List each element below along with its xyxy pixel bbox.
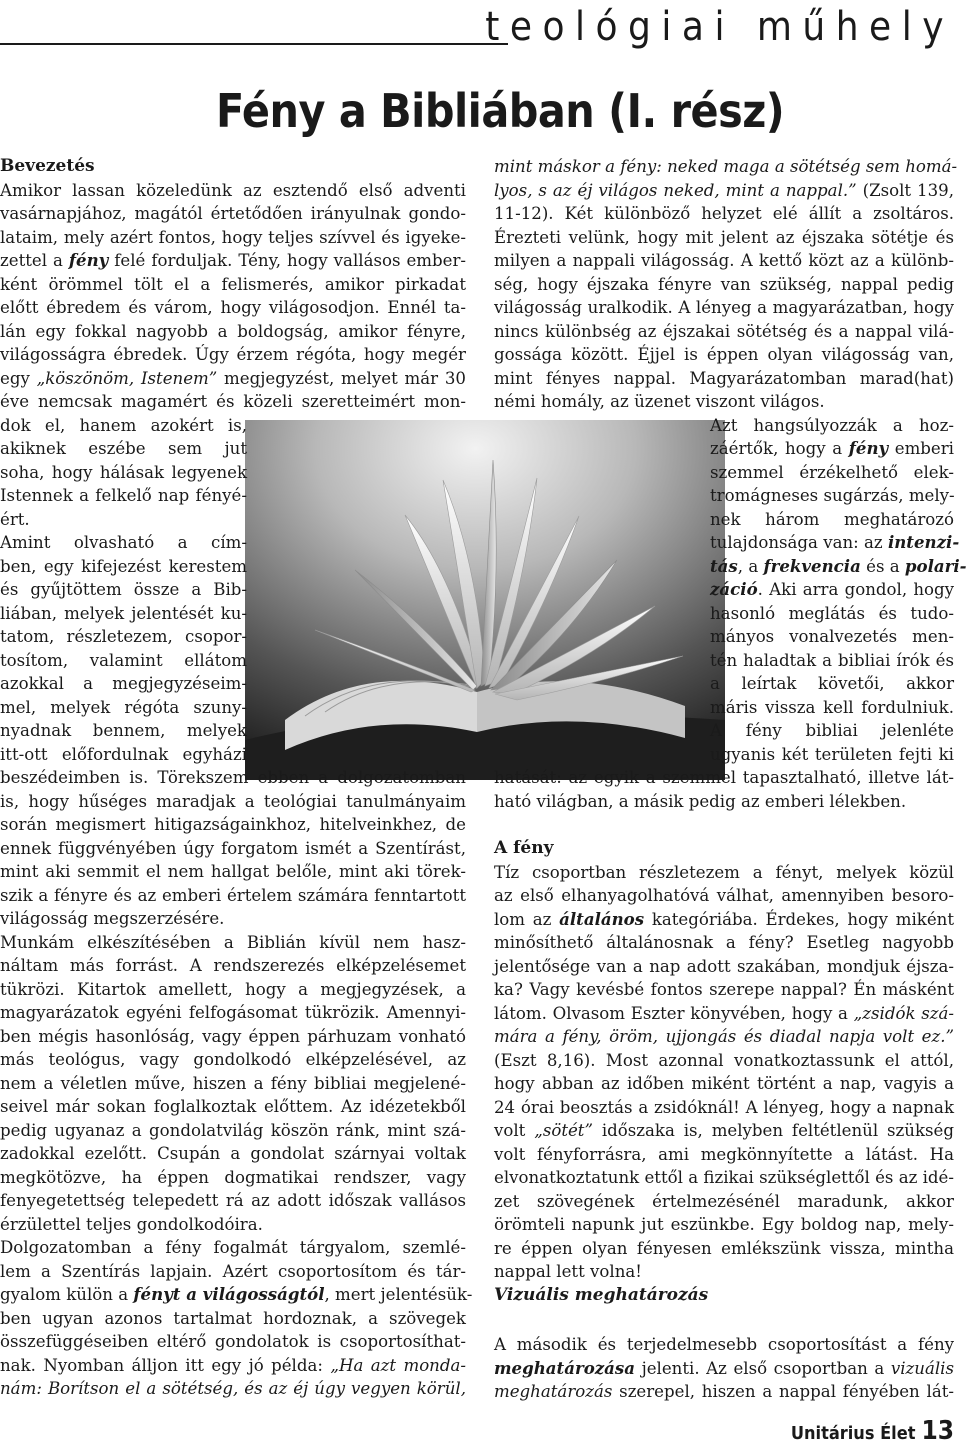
text-line: mányos vonalvezetés men-: [710, 627, 954, 646]
text-line: A második és terjedelmesebb csoportosítást a fény: [494, 1335, 954, 1354]
text-line: ben ugyan azonos tartalmat hordoznak, a szövegek: [0, 1308, 466, 1328]
open-book-photo: [245, 420, 725, 780]
text-line: ség, hogy éjszaka fényre van szükség, nappal pedig: [494, 274, 954, 294]
text-line: tás, a frekvencia és a polari-: [710, 555, 967, 576]
text-line: világosság megszerzésére.: [0, 909, 225, 928]
text-line: volt „sötét” időszaka is, melyben feltétlenül szükség: [494, 1121, 954, 1140]
text-line: záció. Aki arra gondol, hogy: [710, 579, 954, 599]
text-line: milyen a nappali világosság. A kettő közt az a különb-: [494, 251, 954, 270]
text-line: Istennek a felkelő nap fényé-: [0, 486, 247, 505]
text-line: mint máskor a fény: neked maga a sötétség sem homá-: [494, 157, 958, 176]
text-line: világosság uralkodik. A lényeg a magyarázatban, hogy: [494, 298, 954, 317]
text-line: nak. Nyomban álljon itt egy jó példa: „Ha azt monda-: [0, 1355, 466, 1375]
text-line: tosítom, valamint ellátom: [0, 650, 247, 670]
text-line: Munkám elkészítésében a Biblián kívül nem hasz-: [0, 932, 466, 952]
text-line: nincs különbség az éjszakai sötétség és a nappal vilá-: [494, 321, 954, 341]
text-line: tromágneses sugárzás, mely-: [710, 486, 955, 505]
text-line: ként örömmel tölt el a felismerés, amikor pirkadat: [0, 274, 466, 294]
text-line: gyalom külön a fényt a világosságtól, mert jelentésük-: [0, 1284, 473, 1304]
text-line: örömteli napunk jut eszünkbe. Egy boldog nap, mely-: [494, 1215, 954, 1234]
text-line: hatását: az egyik a szemmel tapasztalható, illetve lát-: [494, 768, 954, 787]
text-line: zettel a fény felé forduljak. Tény, hogy vallásos ember-: [0, 250, 466, 270]
text-line: ugyanis két területen fejti ki: [710, 744, 954, 764]
text-line: nappal lett volna!: [494, 1262, 642, 1281]
section-heading: A fény: [494, 838, 554, 858]
header-rule: [0, 43, 508, 45]
text-line: érzülettel teljes gondolkodóira.: [0, 1214, 263, 1234]
text-line: előtt ébredem és várom, hogy világosodjon. Ennél ta-: [0, 298, 466, 317]
text-line: dok el, hanem azokért is,: [0, 415, 247, 435]
text-line: pedig ugyanaz a gondolatvilág köszön ránk, mint szá-: [0, 1120, 466, 1140]
text-line: hasonló meglátás és tudo-: [710, 603, 954, 623]
text-line: lom az általános kategóriába. Érdekes, hogy miként: [494, 908, 955, 929]
text-line: látom. Olvasom Eszter könyvében, hogy a „zsidók szá-: [494, 1003, 954, 1023]
text-line: meghatározása jelenti. Az első csoportban a vizuális: [494, 1357, 954, 1378]
text-line: ért.: [0, 509, 30, 529]
page-number: 13: [921, 1416, 954, 1446]
text-line: egy „köszönöm, Istenem” megjegyzést, melyet már 30: [0, 368, 466, 388]
text-line: 11-12). Két különböző helyzet elé állít a zsoltáros.: [494, 204, 954, 223]
text-line: Tíz csoportban részletezem a fényt, melyek közül: [494, 862, 954, 882]
text-line: Azt hangsúlyozzák a hoz-: [710, 415, 954, 435]
text-line: lyos, s az éj világos neked, mint a nappal.” (Zsolt 139,: [494, 180, 954, 200]
section-heading: Bevezetés: [0, 156, 95, 176]
text-line: náltam más forrást. A rendszerezés elképzelésemet: [0, 956, 466, 975]
text-line: tatom, részletezem, csopor-: [0, 627, 247, 646]
text-line: ható világban, a másik pedig az emberi lélekben.: [494, 791, 907, 811]
section-heading: Vizuális meghatározás: [494, 1284, 709, 1305]
text-line: Amint olvasható a cím-: [0, 533, 247, 552]
text-line: liában, melyek jelentését ku-: [0, 603, 247, 623]
magazine-name: Unitárius Élet: [790, 1423, 916, 1444]
text-line: az első elhanyagolhatóvá válhat, amennyiben besoro-: [494, 886, 954, 905]
text-line: 24 órai beosztás a zsidóknál! A lényeg, hogy a napnak: [494, 1097, 954, 1117]
text-line: ennek függvényében úgy forgatom ismét a Szentírást,: [0, 838, 466, 858]
page-footer: [791, 1416, 954, 1449]
text-line: lán egy fokkal nagyobb a boldogság, amikor fényre,: [0, 321, 466, 341]
text-line: lataim, mely azért fontos, hogy teljes szívvel és igyeke-: [0, 227, 466, 247]
text-line: ben mégis hasonlóság, vagy éppen párhuzam vonható: [0, 1026, 466, 1046]
text-line: Érezteti velünk, hogy mit jelent az éjszaka sötétje és: [494, 227, 954, 247]
text-line: mára a fény, öröm, ujjongás és diadal napja volt ez.”: [494, 1027, 954, 1046]
article-title: Fény a Bibliában (I. rész): [216, 84, 785, 138]
text-line: világosságra ébredek. Úgy érzem régóta, hogy megér: [0, 345, 466, 364]
text-line: során megismert hitigazságainkhoz, hitelveinkhez, de: [0, 815, 466, 834]
text-line: tén haladtak a bibliai írók és: [710, 650, 954, 670]
text-line: összefüggéseiben eltérő gondolatok is csoportosíthat-: [0, 1332, 466, 1351]
text-line: ka? Vagy kevésbé fontos szerepe nappal? Én másként: [494, 980, 954, 999]
text-line: nyadnak bennem, melyek: [0, 721, 247, 740]
text-line: itt-ott előfordulnak egyházi: [0, 744, 247, 764]
text-line: re éppen olyan fényesen emlékszünk vissza, mintha: [494, 1238, 954, 1258]
text-line: nám: Borítson el a sötétség, és az éj úgy vegyen körül,: [0, 1379, 466, 1398]
text-line: elvonatkoztatunk ettől a fizikai szükséglettől és az idé-: [494, 1168, 954, 1187]
text-line: megkötözve, ha éppen dogmatikai rendszer, vagy: [0, 1167, 466, 1187]
section-title: teológiai műhely: [485, 4, 954, 50]
text-line: meghatározás szerepel, hiszen a nappal fényében lát-: [494, 1382, 954, 1401]
text-line: hogy abban az időben miként történt a nap, vagyis a: [494, 1074, 954, 1093]
text-line: mel, melyek régóta szuny-: [0, 697, 247, 717]
text-line: nek három meghatározó: [710, 509, 954, 529]
text-line: soha, hogy hálásak legyenek: [0, 462, 247, 482]
text-line: más teológus, vagy gondolkodó elképzelésével, az: [0, 1050, 466, 1069]
text-line: máris vissza kell fordulniuk.: [710, 697, 954, 717]
text-line: zadokkal ezelőtt. Csupán a gondolat szárnyai voltak: [0, 1144, 466, 1163]
text-line: némi homály, az üzenet viszont világos.: [494, 392, 825, 411]
text-line: minősíthető általánosnak a fény? Esetleg nagyobb: [494, 933, 954, 952]
text-line: vasárnapjához, magától értetődően irányulnak gondo-: [0, 204, 466, 223]
text-line: is, hogy hűséges maradjak a teológiai tanulmányaim: [0, 791, 466, 811]
text-line: Amikor lassan közeledünk az esztendő első adventi: [0, 180, 466, 200]
text-line: akiknek eszébe sem jut: [0, 439, 247, 458]
text-line: záértők, hogy a fény emberi: [710, 438, 954, 458]
text-line: mint aki semmit el nem hallgat belőle, mint aki törek-: [0, 862, 466, 881]
text-line: lem a Szentírás lapjain. Azért csoportosítom és tár-: [0, 1261, 466, 1281]
text-line: szik a fényre és az emberi értelem számára fenntartott: [0, 885, 466, 905]
text-line: fenyegetettség telepedett rá az adott időszak vallásos: [0, 1191, 466, 1210]
text-line: azokkal a megjegyzéseim-: [0, 674, 247, 693]
text-line: szemmel érzékelhető elek-: [710, 462, 954, 482]
text-line: a leírtak követői, akkor: [710, 674, 954, 693]
text-line: volt fényforrásra, ami megkönnyítette a látást. Ha: [494, 1144, 954, 1164]
text-line: (Eszt 8,16). Most azonnal vonatkoztassunk el attól,: [494, 1050, 954, 1070]
text-line: zet szövegének értelmezésénél maradunk, akkor: [494, 1191, 954, 1211]
text-line: gossága között. Éjjel is éppen olyan világosság van,: [494, 345, 954, 364]
text-line: éve nemcsak magamért és közeli szeretteimért mon-: [0, 392, 466, 411]
text-line: A fény bibliai jelenléte: [710, 721, 954, 740]
text-line: jelentősége van a nap adott szakában, mondjuk éjsza-: [494, 956, 954, 976]
text-line: tükrözi. Kitartok amellett, hogy a megjegyzések, a: [0, 979, 466, 999]
text-line: Dolgozatomban a fény fogalmát tárgyalom, szemlé-: [0, 1238, 466, 1257]
text-line: seivel már sokan foglalkoztak előttem. Az idézetekből: [0, 1097, 466, 1116]
text-line: mint fényes nappal. Magyarázatomban marad(hat): [494, 368, 954, 388]
text-line: ben, egy kifejezést kerestem: [0, 556, 247, 576]
text-line: nem a véletlen műve, hiszen a fény bibliai megjelené-: [0, 1073, 466, 1093]
text-line: tulajdonsága van: az intenzi-: [710, 532, 960, 552]
text-line: és gyűjtöttem össze a Bib-: [0, 580, 247, 599]
text-line: beszédeimben is. Törekszem ebben a dolgozatomban: [0, 768, 466, 787]
text-line: magyarázatok egyéni felfogásomat tükrözik. Amennyi-: [0, 1003, 466, 1022]
